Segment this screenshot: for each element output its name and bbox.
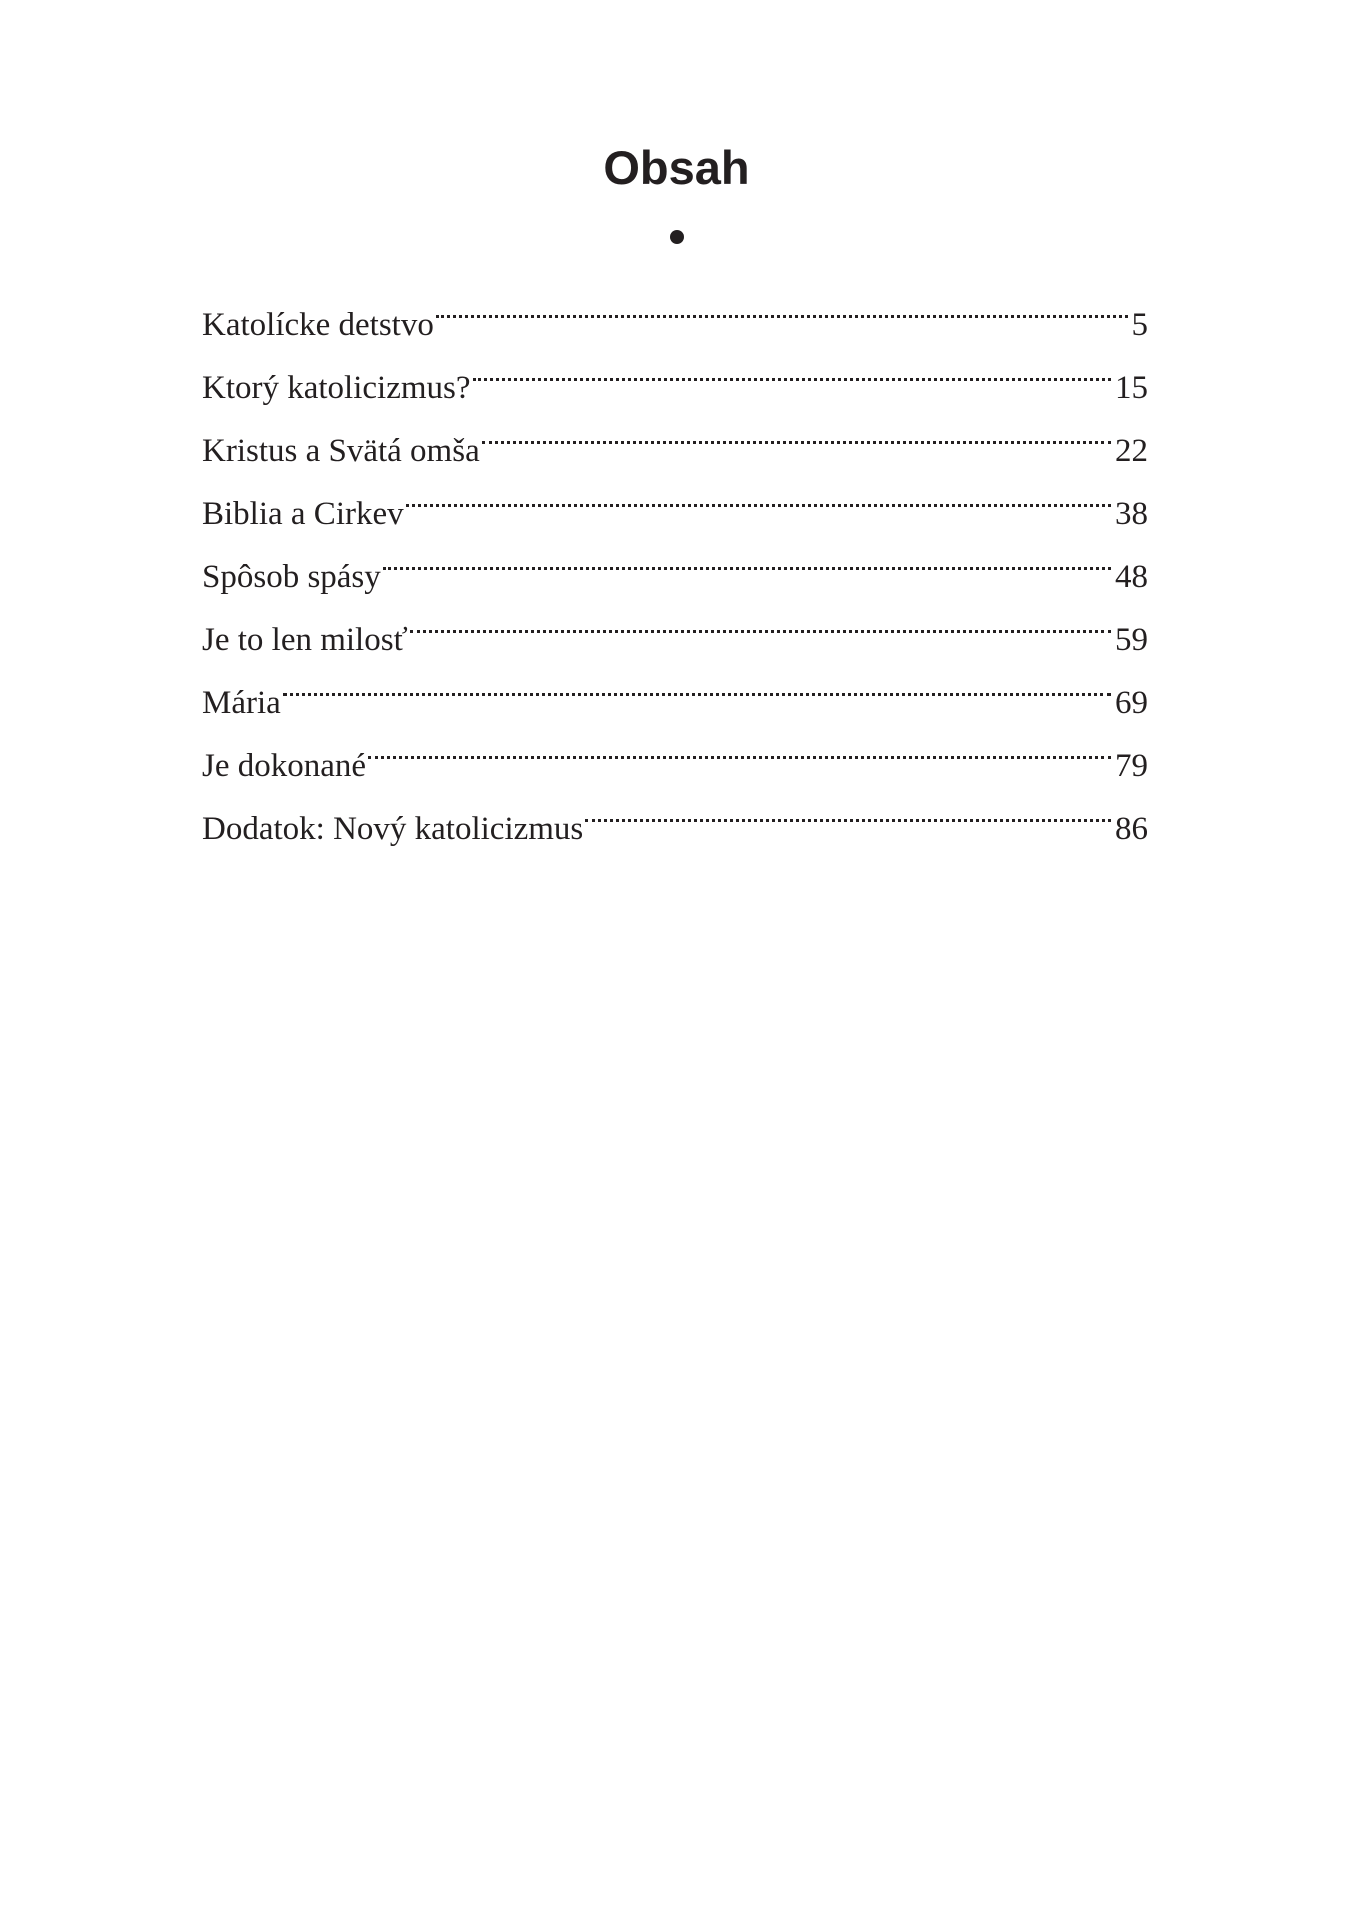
toc-entry bbox=[202, 713, 1148, 784]
dot-leader bbox=[408, 587, 1115, 650]
toc-entry-title: Biblia a Cirkev bbox=[202, 496, 404, 532]
dot-leader bbox=[471, 335, 1115, 398]
toc-entry-title: Katolícke detstvo bbox=[202, 307, 434, 343]
toc-entry-title: Je to len milosť bbox=[202, 622, 408, 658]
dot-leader bbox=[404, 461, 1115, 524]
toc-entry-title: Je dokonané bbox=[202, 748, 367, 784]
title-bullet-ornament bbox=[670, 230, 684, 244]
toc-entry bbox=[202, 272, 1148, 343]
toc-entry-page-number: 59 bbox=[1115, 622, 1148, 658]
dot-leader bbox=[583, 776, 1115, 839]
toc-entry-title: Ktorý katolicizmus? bbox=[202, 370, 471, 406]
dot-leader bbox=[381, 524, 1115, 587]
toc-entry-page-number: 79 bbox=[1115, 748, 1148, 784]
dot-leader bbox=[281, 650, 1115, 713]
toc-entry-page-number: 48 bbox=[1115, 559, 1148, 595]
toc-entry-title: Dodatok: Nový katolicizmus bbox=[202, 811, 584, 847]
dot-leader bbox=[480, 398, 1115, 461]
toc-entry-title: Spôsob spásy bbox=[202, 559, 381, 595]
toc-entry bbox=[202, 650, 1148, 721]
page-title: Obsah bbox=[603, 141, 750, 194]
toc-entry-title: Mária bbox=[202, 685, 281, 721]
toc-entry-page-number: 5 bbox=[1131, 307, 1148, 343]
dot-leader bbox=[366, 713, 1115, 776]
toc-entry-page-number: 22 bbox=[1115, 433, 1148, 469]
toc-entry-page-number: 15 bbox=[1115, 370, 1148, 406]
table-of-contents bbox=[202, 272, 1148, 847]
toc-entry-page-number: 86 bbox=[1115, 811, 1148, 847]
dot-leader bbox=[434, 272, 1132, 335]
toc-entry-title: Kristus a Svätá omša bbox=[202, 433, 480, 469]
toc-entry-page-number: 38 bbox=[1115, 496, 1148, 532]
toc-entry-page-number: 69 bbox=[1115, 685, 1148, 721]
